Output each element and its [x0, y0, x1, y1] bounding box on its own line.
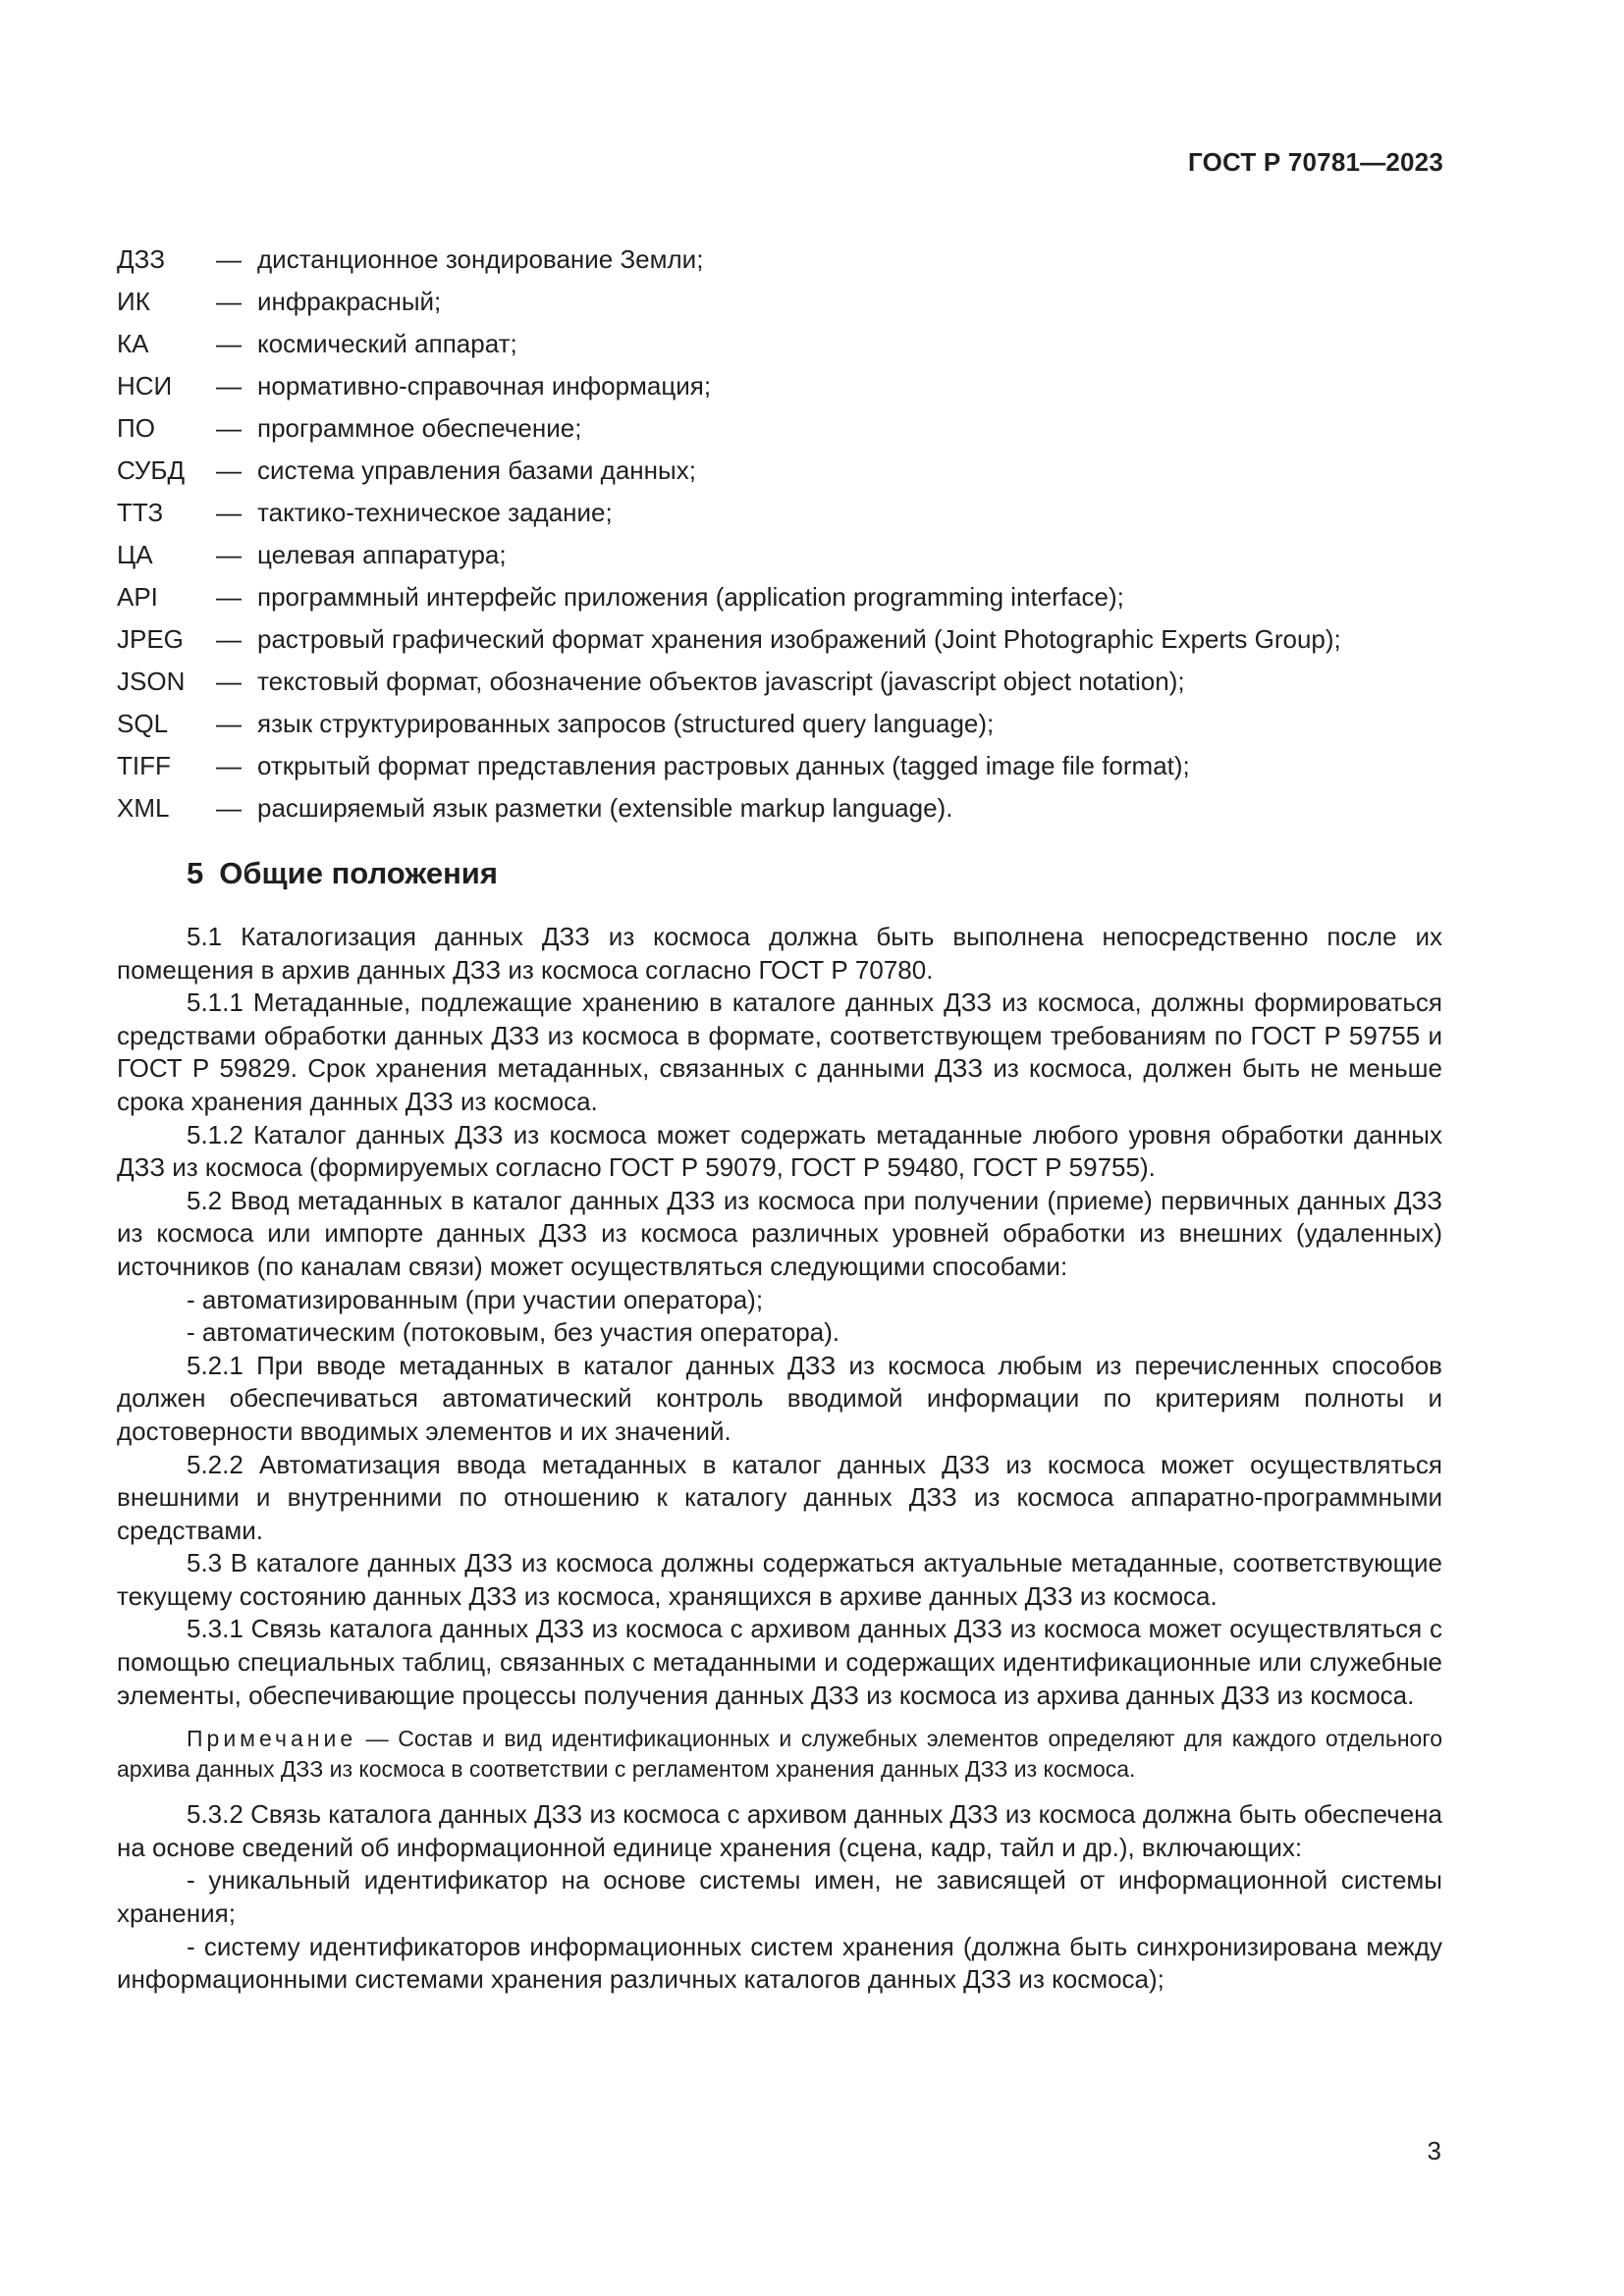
abbreviation-dash: — [216, 793, 242, 823]
abbreviation-dash: — [216, 371, 242, 400]
abbreviation-dash: — [216, 709, 242, 738]
abbreviation-term: СУБД [117, 455, 186, 485]
abbreviation-row [117, 745, 1472, 787]
abbreviation-dash: — [216, 498, 242, 527]
abbreviation-dash: — [216, 287, 242, 316]
abbreviation-definition: инфракрасный; [257, 287, 442, 316]
abbreviations-list [117, 239, 1472, 829]
paragraph-5-2: 5.2 Ввод метаданных в каталог данных ДЗЗ из космоса при получении (приеме) первичных данных ДЗЗ из космоса или импорте данных ДЗЗ из космоса различных уровней обработки из внешних (удаленных) источников (по каналам связи) может осуществляться следующими способами: [117, 1185, 1442, 1281]
section-body [117, 921, 1442, 1997]
abbreviation-definition: целевая аппаратура; [257, 540, 507, 569]
abbreviation-dash: — [216, 413, 242, 443]
abbreviation-definition: дистанционное зондирование Земли; [257, 244, 704, 274]
abbreviation-row [117, 703, 1472, 745]
abbreviation-row [117, 239, 1472, 281]
paragraph-5-2-1: 5.2.1 При вводе метаданных в каталог данных ДЗЗ из космоса любым из перечисленных способов должен обеспечиваться автоматический контроль вводимой информации по критериям полноты и достоверности вводимых элементов и их значений. [117, 1350, 1442, 1446]
document-header-id: ГОСТ Р 70781—2023 [1188, 147, 1443, 177]
abbreviation-definition: тактико-техническое задание; [257, 498, 613, 527]
abbreviation-row [117, 534, 1472, 576]
paragraph-5-1-2: 5.1.2 Каталог данных ДЗЗ из космоса может содержать метаданные любого уровня обработки данных ДЗЗ из космоса (формируемых согласно ГОСТ Р 59079, ГОСТ Р 59480, ГОСТ Р 59755). [117, 1119, 1442, 1183]
abbreviation-definition: открытый формат представления растровых данных (tagged image file format); [257, 751, 1190, 780]
paragraph-5-3-2: 5.3.2 Связь каталога данных ДЗЗ из космоса с архивом данных ДЗЗ из космоса должна быть обеспечена на основе сведений об информационной единице хранения (сцена, кадр, тайл и др.), включающих: [117, 1799, 1442, 1862]
section-number: 5 [187, 856, 204, 890]
list-item: - автоматическим (потоковым, без участия оператора). [187, 1317, 840, 1348]
list-item: - систему идентификаторов информационных систем хранения (должна быть синхронизирована между информационными системами хранения различных каталогов данных ДЗЗ из космоса); [117, 1931, 1442, 1995]
abbreviation-row [117, 323, 1472, 365]
abbreviation-row [117, 618, 1472, 661]
abbreviation-term: SQL [117, 709, 169, 738]
abbreviation-term: ПО [117, 413, 155, 443]
abbreviation-term: JPEG [117, 624, 184, 654]
abbreviation-definition: растровый графический формат хранения изображений (Joint Photographic Experts Group); [257, 624, 1341, 654]
abbreviation-row [117, 787, 1472, 829]
abbreviation-term: ДЗЗ [117, 244, 166, 274]
abbreviation-row [117, 450, 1472, 492]
page-number: 3 [1427, 2136, 1441, 2165]
abbreviation-dash: — [216, 455, 242, 485]
abbreviation-term: НСИ [117, 371, 173, 400]
list-item: - автоматизированным (при участии оператора); [187, 1284, 764, 1314]
abbreviation-definition: космический аппарат; [257, 329, 517, 358]
note [117, 1724, 1442, 1785]
paragraph-5-1: 5.1 Каталогизация данных ДЗЗ из космоса должна быть выполнена непосредственно после их помещения в архив данных ДЗЗ из космоса согласно ГОСТ Р 70780. [117, 922, 1442, 985]
abbreviation-row [117, 661, 1472, 703]
note-text: — Состав и вид идентификационных и служебных элементов определяют для каждого отдельного архива данных ДЗЗ из космоса в соответствии с регламентом хранения данных ДЗЗ из космоса. [117, 1726, 1442, 1783]
paragraph-5-2-2: 5.2.2 Автоматизация ввода метаданных в каталог данных ДЗЗ из космоса может осуществляться внешними и внутренними по отношению к каталогу данных ДЗЗ из космоса аппаратно-программными средствами. [117, 1449, 1442, 1545]
paragraph-5-3: 5.3 В каталоге данных ДЗЗ из космоса должны содержаться актуальные метаданные, соответствующие текущему состоянию данных ДЗЗ из космоса, хранящихся в архиве данных ДЗЗ из космоса. [117, 1548, 1442, 1611]
section-title-text: Общие положения [219, 856, 498, 890]
abbreviation-dash: — [216, 751, 242, 780]
abbreviation-definition: текстовый формат, обозначение объектов javascript (javascript object notation); [257, 667, 1185, 696]
abbreviation-term: ТТЗ [117, 498, 164, 527]
abbreviation-row [117, 492, 1472, 534]
abbreviation-definition: программное обеспечение; [257, 413, 582, 443]
abbreviation-row [117, 365, 1472, 407]
abbreviation-dash: — [216, 329, 242, 358]
abbreviation-definition: нормативно-справочная информация; [257, 371, 712, 400]
abbreviation-term: XML [117, 793, 170, 823]
abbreviation-term: ЦА [117, 540, 153, 569]
section-heading [187, 856, 498, 891]
abbreviation-dash: — [216, 582, 242, 612]
abbreviation-term: TIFF [117, 751, 171, 780]
abbreviation-definition: система управления базами данных; [257, 455, 696, 485]
abbreviation-term: ИК [117, 287, 150, 316]
abbreviation-dash: — [216, 624, 242, 654]
abbreviation-term: JSON [117, 667, 186, 696]
abbreviation-dash: — [216, 540, 242, 569]
abbreviation-definition: программный интерфейс приложения (application programming interface); [257, 582, 1124, 612]
abbreviation-definition: расширяемый язык разметки (extensible markup language). [257, 793, 953, 823]
abbreviation-dash: — [216, 667, 242, 696]
list-item: - уникальный идентификатор на основе системы имен, не зависящей от информационной системы хранения; [117, 1865, 1442, 1929]
paragraph-5-3-1: 5.3.1 Связь каталога данных ДЗЗ из космоса с архивом данных ДЗЗ из космоса может осуществляться с помощью специальных таблиц, связанных с метаданными и содержащих идентификационные или служебные элементы, обеспечивающие процессы получения данных ДЗЗ из космоса из архива данных ДЗЗ из космоса. [117, 1614, 1442, 1710]
paragraph-5-1-1: 5.1.1 Метаданные, подлежащие хранению в каталоге данных ДЗЗ из космоса, должны формироваться средствами обработки данных ДЗЗ из космоса в формате, соответствующем требованиям по ГОСТ Р 59755 и ГОСТ Р 59829. Срок хранения метаданных, связанных с данными ДЗЗ из космоса, должен быть не меньше срока хранения данных ДЗЗ из космоса. [117, 988, 1442, 1116]
note-label: Примечание [187, 1726, 357, 1752]
abbreviation-dash: — [216, 244, 242, 274]
abbreviation-term: API [117, 582, 158, 612]
abbreviation-row [117, 281, 1472, 323]
abbreviation-term: КА [117, 329, 149, 358]
abbreviation-row [117, 407, 1472, 450]
abbreviation-row [117, 576, 1472, 618]
abbreviation-definition: язык структурированных запросов (structured query language); [257, 709, 995, 738]
